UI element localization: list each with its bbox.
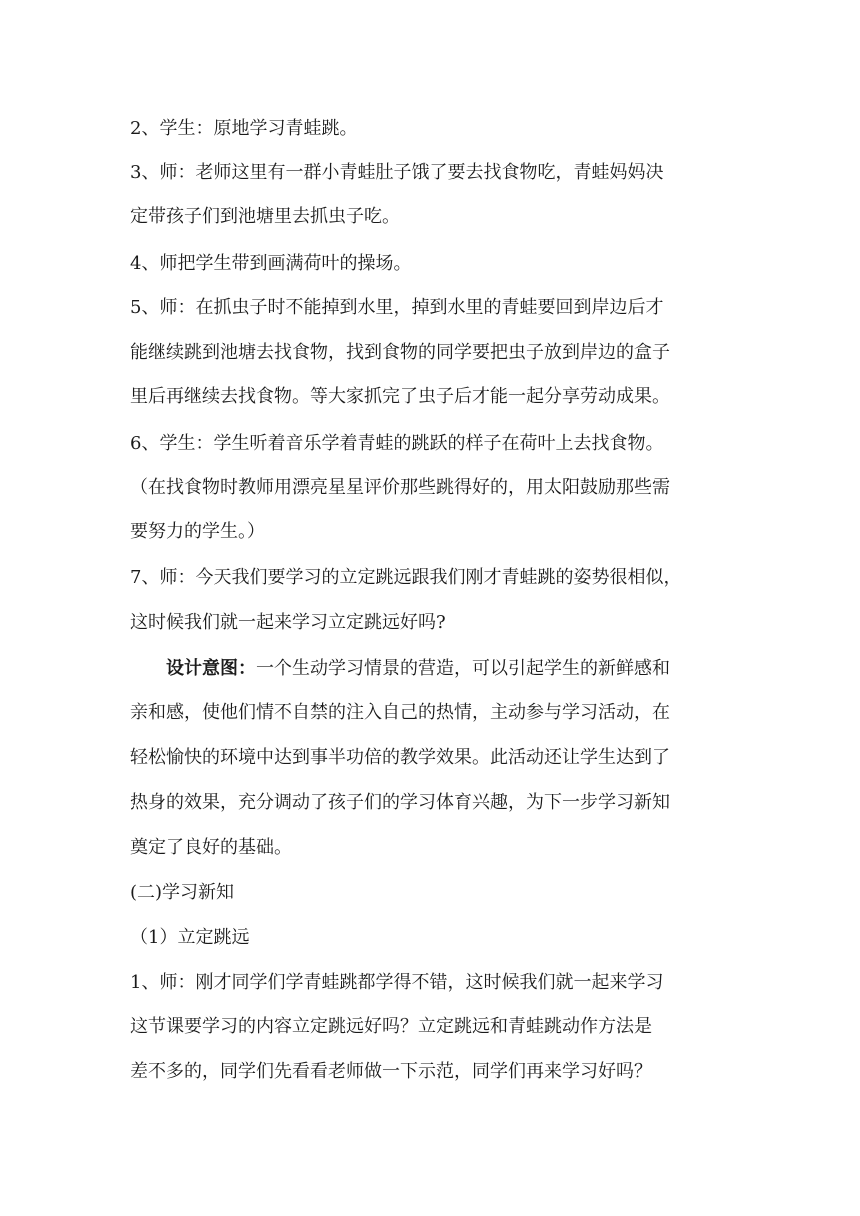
text-line: 这节课要学习的内容立定跳远好吗？立定跳远和青蛙跳动作方法是 [130, 1016, 652, 1037]
text-line: （在找食物时教师用漂亮星星评价那些跳得好的，用太阳鼓励那些需 [130, 477, 670, 498]
text-line: 里后再继续去找食物。等大家抓完了虫子后才能一起分享劳动成果。 [130, 386, 670, 407]
subsection-heading: （1）立定跳远 [130, 927, 250, 948]
text-line: 2、学生：原地学习青蛙跳。 [130, 118, 358, 139]
text-line: 要努力的学生。） [130, 521, 265, 542]
text-line: 轻松愉快的环境中达到事半功倍的教学效果。此活动还让学生达到了 [130, 747, 670, 768]
text-line: 亲和感，使他们情不自禁的注入自己的热情，主动参与学习活动，在 [130, 702, 670, 723]
text-line: 这时候我们就一起来学习立定跳远好吗? [130, 612, 446, 633]
text-line: 1、师：刚才同学们学青蛙跳都学得不错，这时候我们就一起来学习 [130, 972, 664, 993]
text-line: 4、师把学生带到画满荷叶的操场。 [130, 253, 412, 274]
text-line: 6、学生：学生听着音乐学着青蛙的跳跃的样子在荷叶上去找食物。 [130, 433, 664, 454]
design-intent-line [166, 656, 670, 682]
design-intent-text: 一个生动学习情景的营造，可以引起学生的新鲜感和 [256, 658, 670, 679]
text-line: 能继续跳到池塘去找食物，找到食物的同学要把虫子放到岸边的盒子 [130, 342, 670, 363]
text-line: 7、师：今天我们要学习的立定跳远跟我们刚才青蛙跳的姿势很相似， [130, 567, 682, 588]
section-heading: (二)学习新知 [130, 882, 235, 903]
text-line: 奠定了良好的基础。 [130, 837, 292, 858]
text-line: 5、师：在抓虫子时不能掉到水里，掉到水里的青蛙要回到岸边后才 [130, 297, 664, 318]
text-line: 热身的效果，充分调动了孩子们的学习体育兴趣，为下一步学习新知 [130, 792, 670, 813]
design-intent-label: 设计意图： [166, 658, 256, 679]
text-line: 3、师：老师这里有一群小青蛙肚子饿了要去找食物吃，青蛙妈妈决 [130, 162, 664, 183]
text-line: 差不多的，同学们先看看老师做一下示范，同学们再来学习好吗？ [130, 1061, 652, 1082]
text-line: 定带孩子们到池塘里去抓虫子吃。 [130, 206, 400, 227]
